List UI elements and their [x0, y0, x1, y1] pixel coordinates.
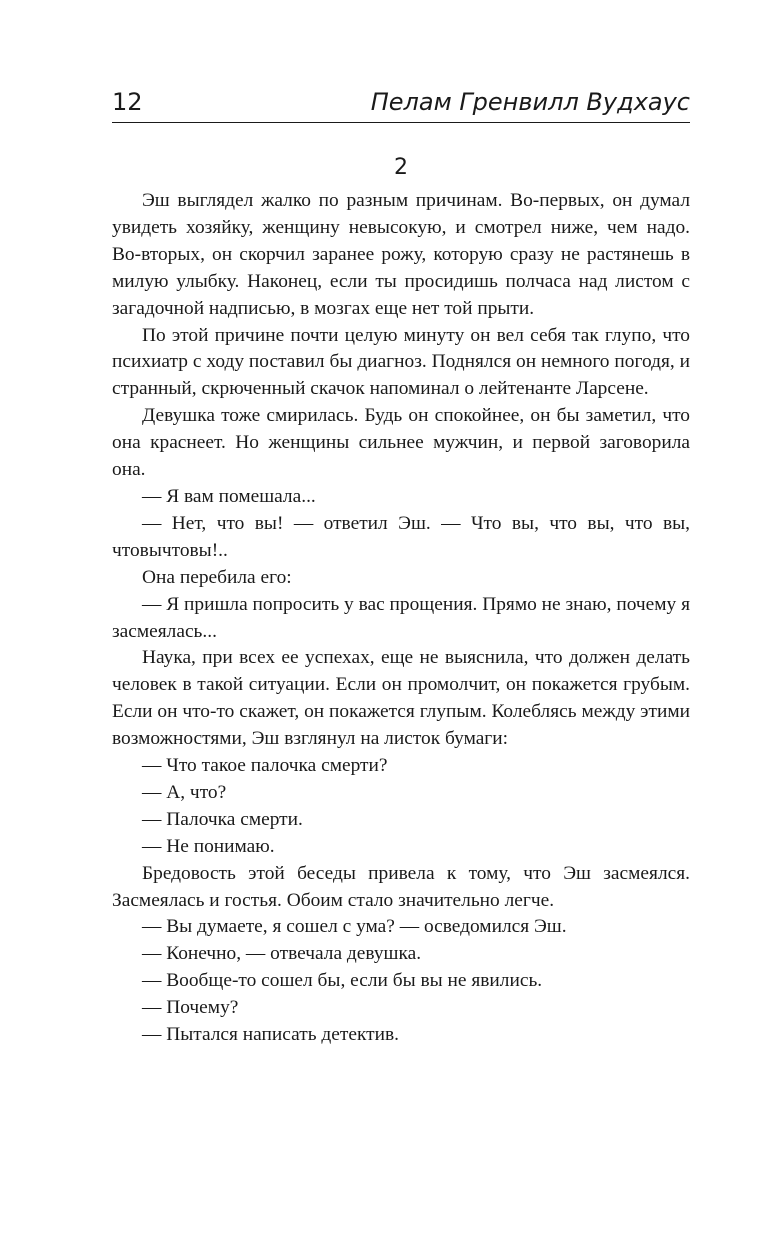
dialogue-line: — Вы думаете, я сошел с ума? — осведомился Эш.	[142, 916, 567, 938]
dialogue-line: — Не понимаю.	[142, 835, 275, 857]
paragraph: Она перебила его:	[142, 566, 292, 588]
paragraph: Наука, при всех ее успехах, еще не выяснила, что должен делать человек в такой ситуации. Если он промолчит, он покажется грубым. Если он что-то скажет, он покажется глупым. Колеблясь между этими возможностями, Эш взглянул на листок бумаги:	[112, 647, 690, 750]
dialogue-line: — Палочка смерти.	[142, 808, 303, 830]
running-head	[112, 82, 690, 123]
dialogue-line: — Нет, что вы! — ответил Эш. — Что вы, что вы, что вы, чтовычтовы!..	[112, 512, 690, 561]
dialogue-line: — Почему?	[142, 997, 239, 1019]
dialogue-line: — Что такое палочка смерти?	[142, 755, 388, 777]
dialogue-line: — Пытался написать детектив.	[142, 1024, 399, 1046]
dialogue-line: — Вообще-то сошел бы, если бы вы не явились.	[142, 970, 543, 992]
dialogue-line: — А, что?	[142, 781, 227, 803]
paragraph: По этой причине почти целую минуту он вел себя так глупо, что психиатр с ходу поставил бы диагноз. Поднялся он немного погодя, и странный, скрюченный скачок напоминал о лейтенанте Ларсене.	[112, 324, 690, 400]
chapter-text	[112, 188, 690, 1049]
page-number: 12	[112, 88, 143, 116]
dialogue-line: — Я вам помешала...	[142, 485, 316, 507]
paragraph: Эш выглядел жалко по разным причинам. Во-первых, он думал увидеть хозяйку, женщину невысокую, и смотрел ниже, чем надо. Во-вторых, он скорчил заранее рожу, которую сразу не растянешь в милую улыбку. Наконец, если ты просидишь полчаса над листом с загадочной надписью, в мозгах еще нет той прыти.	[112, 190, 690, 319]
dialogue-line: — Конечно, — отвечала девушка.	[142, 943, 422, 965]
chapter-number: 2	[394, 155, 408, 180]
paragraph: Бредовость этой беседы привела к тому, что Эш засмеялся. Засмеялась и гостья. Обоим стало значительно легче.	[112, 862, 690, 911]
book-author: Пелам Гренвилл Вудхаус	[370, 88, 690, 116]
dialogue-line: — Я пришла попросить у вас прощения. Прямо не знаю, почему я засмеялась...	[112, 593, 690, 642]
book-page	[112, 82, 690, 1049]
paragraph: Девушка тоже смирилась. Будь он спокойнее, он бы заметил, что она краснеет. Но женщины сильнее мужчин, и первой заговорила она.	[112, 405, 690, 481]
